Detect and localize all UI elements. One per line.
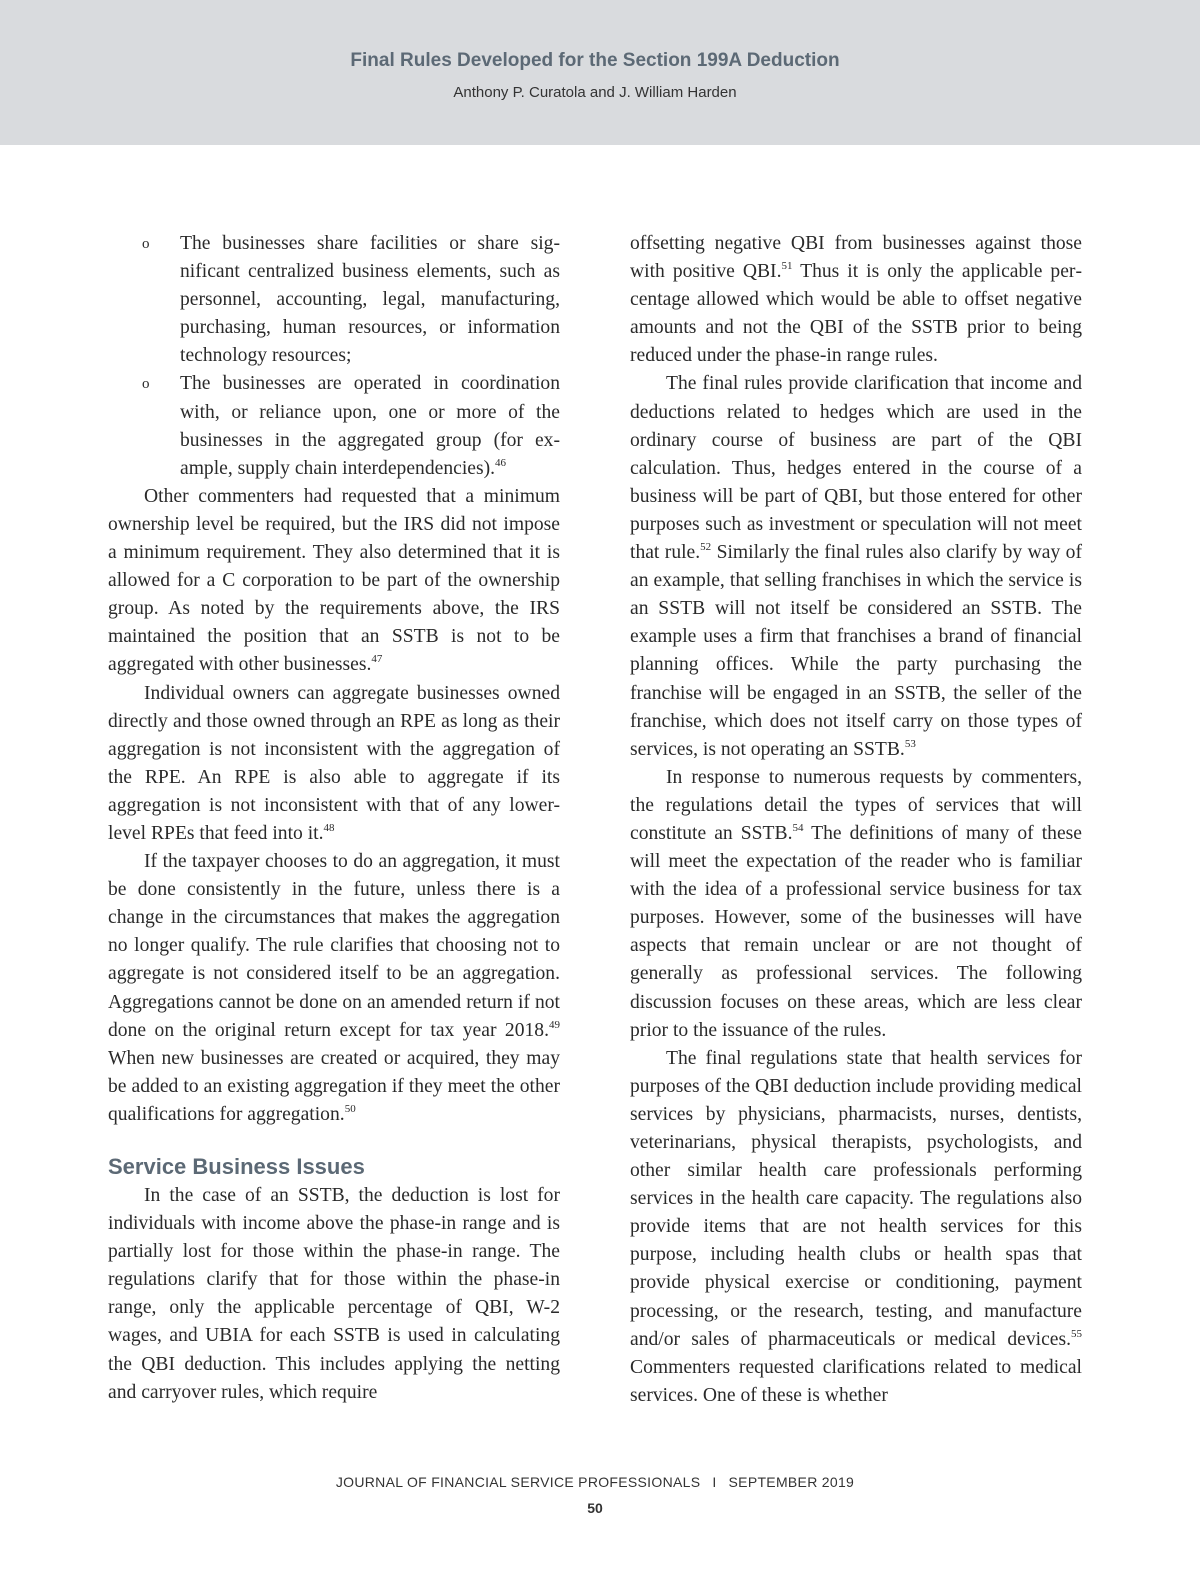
journal-name: JOURNAL OF FINANCIAL SERVICE PROFESSIONALS [335,1474,701,1490]
footer-separator: I [712,1474,717,1490]
issue-date: SEPTEMBER 2019 [728,1474,855,1490]
footnote-ref[interactable]: 51 [781,260,793,273]
running-footer [0,1474,1190,1490]
page-header [0,0,1200,145]
paragraph-text: In response to numerous requests by commenters, the regulations detail the types of services that will constitute an SSTB. [630,766,1082,844]
paragraph [108,1182,560,1407]
paragraph-text: If the taxpayer chooses to do an aggregation, it must be done consistently in the future, unless there is a change in the circumstances that makes the aggregation no longer qualify. The rule clarifies that choosing not to aggregate is not considered itself to be an aggregation. Aggregations cannot be done on an amended return if not done on the original return except for tax year 2018. [108,851,560,1041]
bullet-marker: o [142,236,150,252]
paragraph-text: The definitions of many of these will meet the expectation of the reader who is familiar with the idea of a professional service business for tax purposes. However, some of the businesses will have aspects that remain unclear or are not thought of generally as professional services. The following discussion focuses on these areas, which are less clear prior to the issuance of the rules. [630,822,1082,1041]
criteria-list [108,230,560,483]
paragraph-text: The final regulations state that health services for purposes of the QBI deduction include providing medical services by physicians, pharmacists, nurses, dentists, veterinarians, physical therapists, psychologists, and other similar health care professionals performing services in the health care capacity. The regulations also provide items that are not health services for this purpose, including health clubs or health spas that provide physical exercise or conditioning, payment processing, or the research, testing, and manufacture and/or sales of pharmaceuticals or medical devices. [630,1047,1082,1350]
paragraph-text: Similarly the final rules also clarify by way of an example, that selling franchises in which the service is an SSTB will not itself be considered an SSTB. The example uses a firm that franchises a brand of financial planning offices. While the party purchasing the franchise will be engaged in an SSTB, the seller of the franchise, which does not itself carry on those types of services, is not operating an SSTB. [630,542,1082,760]
page-number: 50 [587,1500,603,1516]
footnote-ref[interactable]: 49 [549,1018,560,1031]
paragraph-text: Thus it is only the applicable percentage allowed which would be able to offset negative amounts and not the QBI of the SSTB prior to being reduced under the phase-in range rules. [630,261,1082,367]
paragraph [630,1045,1082,1410]
paragraph-text: In the case of an SSTB, the deduction is lost for individuals with income above the phase-in range and is partially lost for those within the phase-in range. The regulations clarify that for those within the phase-in range, only the applicable percentage of QBI, W-2 wages, and UBIA for each SSTB is used in calculating the QBI deduction. This includes applying the netting and carryover rules, which require [108,1185,560,1403]
section-heading: Service Business Issues [108,1154,365,1179]
paragraph [630,230,1082,370]
paragraph-text: Commenters requested clarifications related to medical services. One of these is whether [630,1356,1082,1406]
paragraph-text: offsetting negative QBI from businesses against those with positive QBI. [630,233,1082,283]
article-title: Final Rules Developed for the Section 199A Deduction [350,50,840,71]
paragraph [108,483,560,680]
paragraph-text: Other commenters had requested that a minimum ownership level be required, but the IRS did not impose a minimum requirement. They also determined that it is allowed for a C corporation to be part of the ownership group. As noted by the requirements above, the IRS maintained the position that an SSTB is not to be aggregated with other businesses. [108,485,560,676]
paragraph [108,848,560,1129]
list-item [108,230,560,370]
paragraph [630,764,1082,1045]
footnote-ref[interactable]: 55 [1071,1327,1082,1340]
list-item [108,370,560,482]
footnote-ref[interactable]: 52 [700,541,712,554]
paragraph-text: When new businesses are created or acquired, they may be added to an existing aggregation if they meet the other qualifications for aggregation. [108,1047,560,1125]
bullet-marker: o [142,376,150,393]
footnote-ref[interactable]: 47 [371,653,383,666]
paragraph [108,680,560,849]
article-authors: Anthony P. Curatola and J. William Harden [453,84,737,101]
footnote-ref[interactable]: 53 [904,737,916,750]
list-item-text: The businesses share facilities or share significant centralized business elements, such as personnel, accounting, legal, manufacturing, purchasing, human resources, or information technology resources; [180,233,560,367]
paragraph-text: The final rules provide clarification that income and deductions related to hedges which are used in the ordinary course of business are part of the QBI calculation. Thus, hedges entered in the course of a business will be part of QBI, but those entered for other purposes such as investment or speculation will not meet that rule. [630,373,1082,564]
footnote-ref[interactable]: 46 [495,456,507,469]
paragraph [630,370,1082,763]
footnote-ref[interactable]: 50 [344,1102,356,1115]
right-column [630,230,1082,1410]
paragraph-text: Individual owners can aggregate businesses owned directly and those owned through an RPE as long as their aggregation is not inconsistent with the aggregation of the RPE. An RPE is also able to aggregate if its aggregation is not inconsistent with that of any lower-level RPEs that feed into it. [108,682,560,844]
footnote-ref[interactable]: 54 [792,821,804,834]
left-column [108,230,560,1407]
footnote-ref[interactable]: 48 [323,821,335,834]
list-item-text: The businesses are operated in coordination with, or reliance upon, one or more of the businesses in the aggregated group (for example, supply chain interdependencies). [180,373,560,479]
